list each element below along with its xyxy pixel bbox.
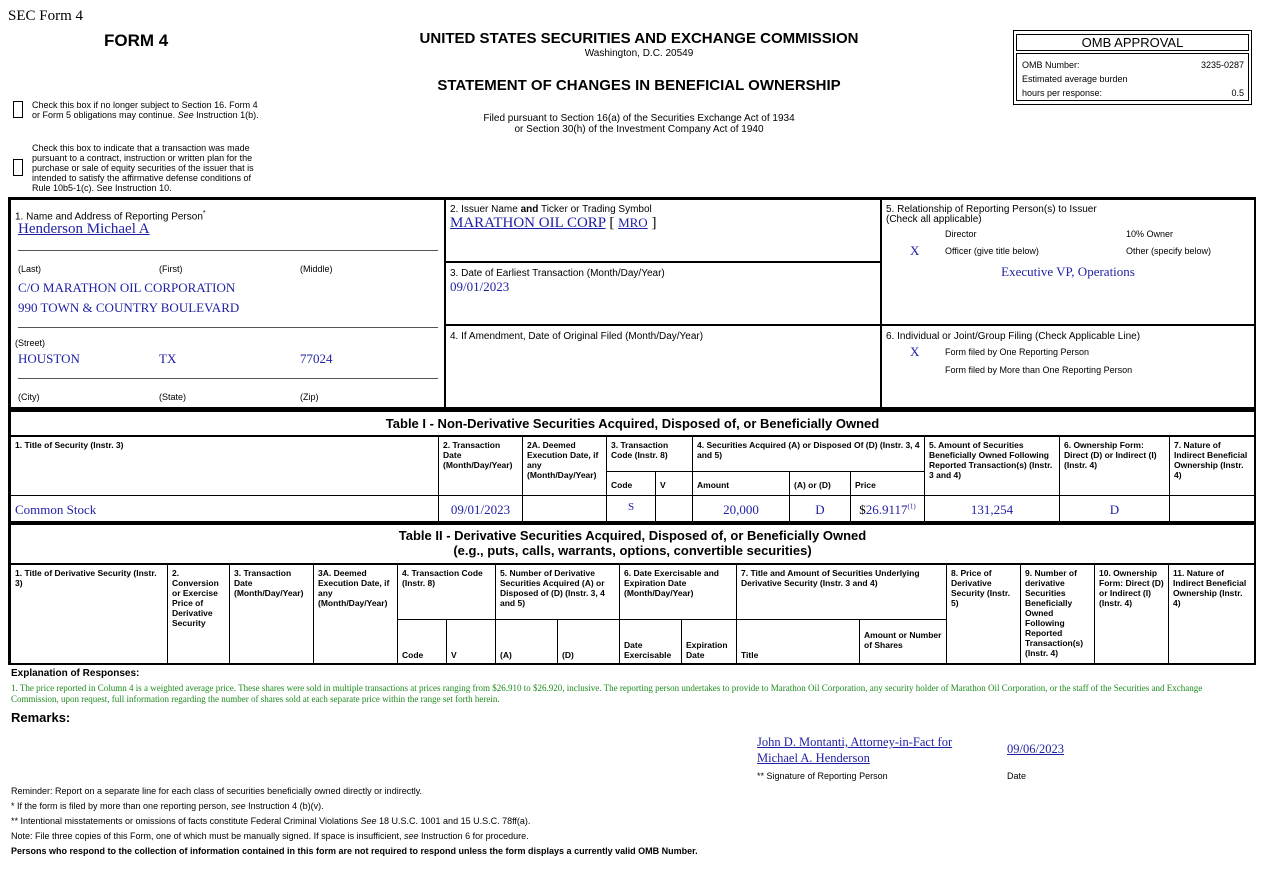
star2-c: 18 U.S.C. 1001 and 15 U.S.C. 78ff(a).: [376, 816, 531, 826]
t2-h-sub-title: Title: [736, 619, 860, 664]
form-number: FORM 4: [104, 31, 169, 50]
t1-row-date: 09/01/2023: [438, 495, 523, 522]
box2-label-a: 2. Issuer Name: [450, 204, 521, 215]
reporting-person-name-link[interactable]: Henderson Michael A: [18, 221, 150, 237]
filed-pursuant-line1: Filed pursuant to Section 16(a) of the Securities Exchange Act of 1934: [483, 113, 795, 124]
box5-label1: 5. Relationship of Reporting Person(s) to Issuer: [886, 204, 1097, 215]
form-label: SEC Form 4: [8, 8, 84, 24]
t2-h-title: 1. Title of Derivative Security (Instr. 3): [10, 564, 168, 664]
t2-h-sub-a: (A): [495, 619, 558, 664]
star1-c: Instruction 4 (b)(v).: [245, 801, 324, 811]
note-c: Instruction 6 for procedure.: [418, 831, 529, 841]
street-line: [18, 327, 438, 328]
box5-label2: (Check all applicable): [886, 214, 982, 225]
t1-h-deemed: 2A. Deemed Execution Date, if any (Month/Day/Year): [522, 436, 607, 496]
price-footnote: (1): [907, 502, 916, 511]
footnote-star1: [11, 801, 324, 811]
t1-h-title: 1. Title of Security (Instr. 3): [10, 436, 439, 496]
star1-a: * If the form is filed by more than one reporting person,: [11, 801, 232, 811]
no-longer-subject-checkbox[interactable]: [13, 101, 23, 118]
issuer-box: [445, 199, 881, 262]
t2-h-sub-amount: Amount or Number of Shares: [859, 619, 947, 664]
t1-row-price: [850, 495, 925, 522]
omb-number-label: OMB Number:: [1022, 60, 1080, 70]
omb-burden-label2: hours per response:: [1022, 88, 1103, 98]
checkbox1-line2a: or Form 5 obligations may continue.: [32, 110, 178, 120]
signature-link[interactable]: [757, 734, 992, 766]
t1-row-nature: [1169, 495, 1255, 522]
t1-h-date: 2. Transaction Date (Month/Day/Year): [438, 436, 523, 496]
t1-h-sub-code: Code: [606, 471, 656, 496]
t2-h-sub-exp: Expiration Date: [681, 619, 737, 664]
t2-h-date: 3. Transaction Date (Month/Day/Year): [229, 564, 314, 664]
statement-title: STATEMENT OF CHANGES IN BENEFICIAL OWNERSHIP: [437, 77, 841, 94]
footnote-note: [11, 831, 529, 841]
no-longer-subject-text: [32, 100, 272, 120]
t2-h-nature: 11. Nature of Indirect Beneficial Ownership (Instr. 4): [1168, 564, 1255, 664]
rule-10b5-checkbox[interactable]: [13, 159, 23, 176]
city-line: [18, 378, 438, 379]
t1-row-owned: 131,254: [924, 495, 1060, 522]
star2-a: ** Intentional misstatements or omissions of facts constitute Federal Criminal Violations: [11, 816, 361, 826]
explanation-heading: Explanation of Responses:: [11, 668, 140, 679]
omb-burden-value: 0.5: [1231, 88, 1244, 98]
remarks-heading: Remarks:: [11, 710, 71, 725]
signature-line2: Michael A. Henderson: [757, 751, 870, 765]
t2-h-price: 8. Price of Derivative Security (Instr. 5): [946, 564, 1021, 664]
director-label: Director: [945, 229, 977, 239]
price-value: 26.9117: [865, 502, 908, 517]
signature-date-link[interactable]: 09/06/2023: [1007, 742, 1064, 756]
reporting-person-box: [10, 199, 445, 408]
star1-see: see: [231, 801, 246, 811]
checkbox1-line2: [32, 110, 272, 120]
box2-label-and: and: [520, 204, 539, 215]
t1-row-form: D: [1059, 495, 1170, 522]
explanation-note-1: 1. The price reported in Column 4 is a weighted average price. These shares were sold in multiple transactions at prices ranging from $26.910 to $26.920, inclusive. The reporting person undertakes to provide to Marathon Oil Corporation, any security holder of Marathon Oil Corporation, or the staff of the Securities and Exchange Commission, upon request, full information regarding the number of shares sold at each separate price within the range set forth herein.: [11, 683, 1203, 704]
footnote-star2: [11, 816, 530, 826]
first-label: (First): [159, 264, 183, 274]
box1-star: *: [202, 210, 206, 217]
checkbox1-line2c: Instruction 1(b).: [193, 110, 259, 120]
zip-label: (Zip): [300, 392, 319, 402]
t1-row-deemed: [522, 495, 607, 522]
one-person-label: Form filed by One Reporting Person: [945, 347, 1090, 357]
t2-h-code: 4. Transaction Code (Instr. 8): [397, 564, 496, 620]
bracket-close: ]: [651, 215, 657, 231]
ticker-link[interactable]: MRO: [618, 215, 648, 230]
address-line1: C/O MARATHON OIL CORPORATION: [18, 280, 236, 295]
table2-title-line2: (e.g., puts, calls, warrants, options, convertible securities): [453, 543, 812, 558]
more-persons-label: Form filed by More than One Reporting Person: [945, 365, 1133, 375]
table1-title: Table I - Non-Derivative Securities Acquired, Disposed of, or Beneficially Owned: [10, 411, 1255, 436]
agency-location: Washington, D.C. 20549: [584, 48, 694, 59]
issuer-name-link[interactable]: MARATHON OIL CORP: [450, 215, 606, 231]
officer-title: Executive VP, Operations: [1001, 264, 1135, 279]
t1-row-v: [655, 495, 693, 522]
price-prefix: $: [859, 502, 866, 517]
t2-h-owned: 9. Number of derivative Securities Beneficially Owned Following Reported Transaction(s) (Instr. 4): [1020, 564, 1095, 664]
t1-h-sub-v: V: [655, 471, 693, 496]
bracket-open: [: [609, 215, 615, 231]
issuer-line: [450, 215, 656, 232]
box2-label-c: Ticker or Trading Symbol: [538, 204, 652, 215]
other-label: Other (specify below): [1126, 246, 1212, 256]
street-label: (Street): [15, 338, 46, 348]
date-label: Date: [1007, 771, 1027, 781]
state-label: (State): [159, 392, 187, 402]
star2-see: See: [360, 816, 377, 826]
table2-title: [10, 524, 1255, 564]
t1-row-title: Common Stock: [10, 495, 439, 522]
note-see: see: [404, 831, 419, 841]
note-a: Note: File three copies of this Form, one of which must be manually signed. If space is insufficient,: [11, 831, 405, 841]
t1-h-owned: 5. Amount of Securities Beneficially Owned Following Reported Transaction(s) (Instr. 3 and 4): [924, 436, 1060, 496]
t2-h-exercisable: 6. Date Exercisable and Expiration Date (Month/Day/Year): [619, 564, 737, 620]
reminder-text: Reminder: Report on a separate line for each class of securities beneficially owned directly or indirectly.: [11, 786, 423, 796]
omb-details: [1016, 53, 1249, 101]
middle-label: (Middle): [300, 264, 333, 274]
t2-h-sub-v: V: [446, 619, 496, 664]
agency-title: UNITED STATES SECURITIES AND EXCHANGE COMMISSION: [419, 30, 859, 47]
t2-h-deemed: 3A. Deemed Execution Date, if any (Month/Day/Year): [313, 564, 398, 664]
table2-title-line1: Table II - Derivative Securities Acquired, Disposed of, or Beneficially Owned: [398, 528, 867, 543]
officer-label: Officer (give title below): [945, 246, 1039, 256]
zip-value: 77024: [300, 351, 333, 366]
t2-h-underlying: 7. Title and Amount of Securities Underlying Derivative Security (Instr. 3 and 4): [736, 564, 947, 620]
persons-notice: Persons who respond to the collection of information contained in this form are not required to respond unless the form displays a currently valid OMB Number.: [11, 846, 698, 856]
address-line2: 990 TOWN & COUNTRY BOULEVARD: [18, 300, 240, 315]
signature-line1: John D. Montanti, Attorney-in-Fact for: [757, 735, 953, 749]
t2-h-sub-d: (D): [557, 619, 620, 664]
omb-approval-box: [1013, 30, 1252, 105]
last-label: (Last): [18, 264, 42, 274]
omb-burden-label1: Estimated average burden: [1022, 74, 1128, 84]
t1-h-code: 3. Transaction Code (Instr. 8): [606, 436, 693, 472]
t1-h-nature: 7. Nature of Indirect Beneficial Ownership (Instr. 4): [1169, 436, 1255, 496]
t2-h-number: 5. Number of Derivative Securities Acquired (A) or Disposed of (D) (Instr. 3, 4 and 5): [495, 564, 620, 620]
ten-pct-label: 10% Owner: [1126, 229, 1174, 239]
omb-number-value: 3235-0287: [1200, 60, 1244, 70]
box2-label: [450, 204, 652, 215]
amendment-box: [445, 325, 881, 408]
checkbox1-line1: Check this box if no longer subject to Section 16. Form 4: [32, 100, 258, 110]
t1-row-code: S: [606, 495, 656, 522]
filed-pursuant-line2: or Section 30(h) of the Investment Company Act of 1940: [514, 124, 764, 135]
earliest-transaction-date: 09/01/2023: [450, 279, 510, 294]
earliest-transaction-box: [445, 262, 881, 325]
signature-label: ** Signature of Reporting Person: [757, 771, 888, 781]
t2-h-sub-exer: Date Exercisable: [619, 619, 682, 664]
state-value: TX: [159, 351, 177, 366]
t2-h-conversion: 2. Conversion or Exercise Price of Derivative Security: [167, 564, 230, 664]
box1-label-text: 1. Name and Address of Reporting Person: [15, 211, 203, 223]
box6-label: 6. Individual or Joint/Group Filing (Check Applicable Line): [886, 331, 1141, 342]
t1-h-sub-price: Price: [850, 471, 925, 496]
omb-title: OMB APPROVAL: [1016, 34, 1249, 51]
t1-row-aord: D: [789, 495, 851, 522]
rule-10b5-text: Check this box to indicate that a transaction was made pursuant to a contract, instruction or written plan for the purchase or sale of equity securities of the issuer that is intended to satisfy the affirmative defense conditions of Rule 10b5-1(c). See Instruction 10.: [32, 143, 254, 193]
checkbox1-see: See: [177, 110, 194, 120]
t1-h-acquired: 4. Securities Acquired (A) or Disposed Of (D) (Instr. 3, 4 and 5): [692, 436, 925, 472]
city-label: (City): [18, 392, 40, 402]
t2-h-form: 10. Ownership Form: Direct (D) or Indirect (I) (Instr. 4): [1094, 564, 1169, 664]
box4-label: 4. If Amendment, Date of Original Filed (Month/Day/Year): [450, 331, 704, 342]
t1-row-amount: 20,000: [692, 495, 790, 522]
filed-pursuant: [380, 113, 898, 135]
relationship-box: [881, 199, 1255, 325]
name-line: [18, 250, 438, 251]
t1-h-form: 6. Ownership Form: Direct (D) or Indirect (I) (Instr. 4): [1059, 436, 1170, 496]
filing-type-box: [881, 325, 1255, 408]
t2-h-sub-code: Code: [397, 619, 447, 664]
t1-h-sub-amount: Amount: [692, 471, 790, 496]
box3-label: 3. Date of Earliest Transaction (Month/Day/Year): [450, 268, 665, 279]
officer-check-mark: X: [910, 243, 920, 258]
city-value: HOUSTON: [18, 351, 80, 366]
one-person-check-mark: X: [910, 344, 920, 359]
t1-h-sub-aord: (A) or (D): [789, 471, 851, 496]
